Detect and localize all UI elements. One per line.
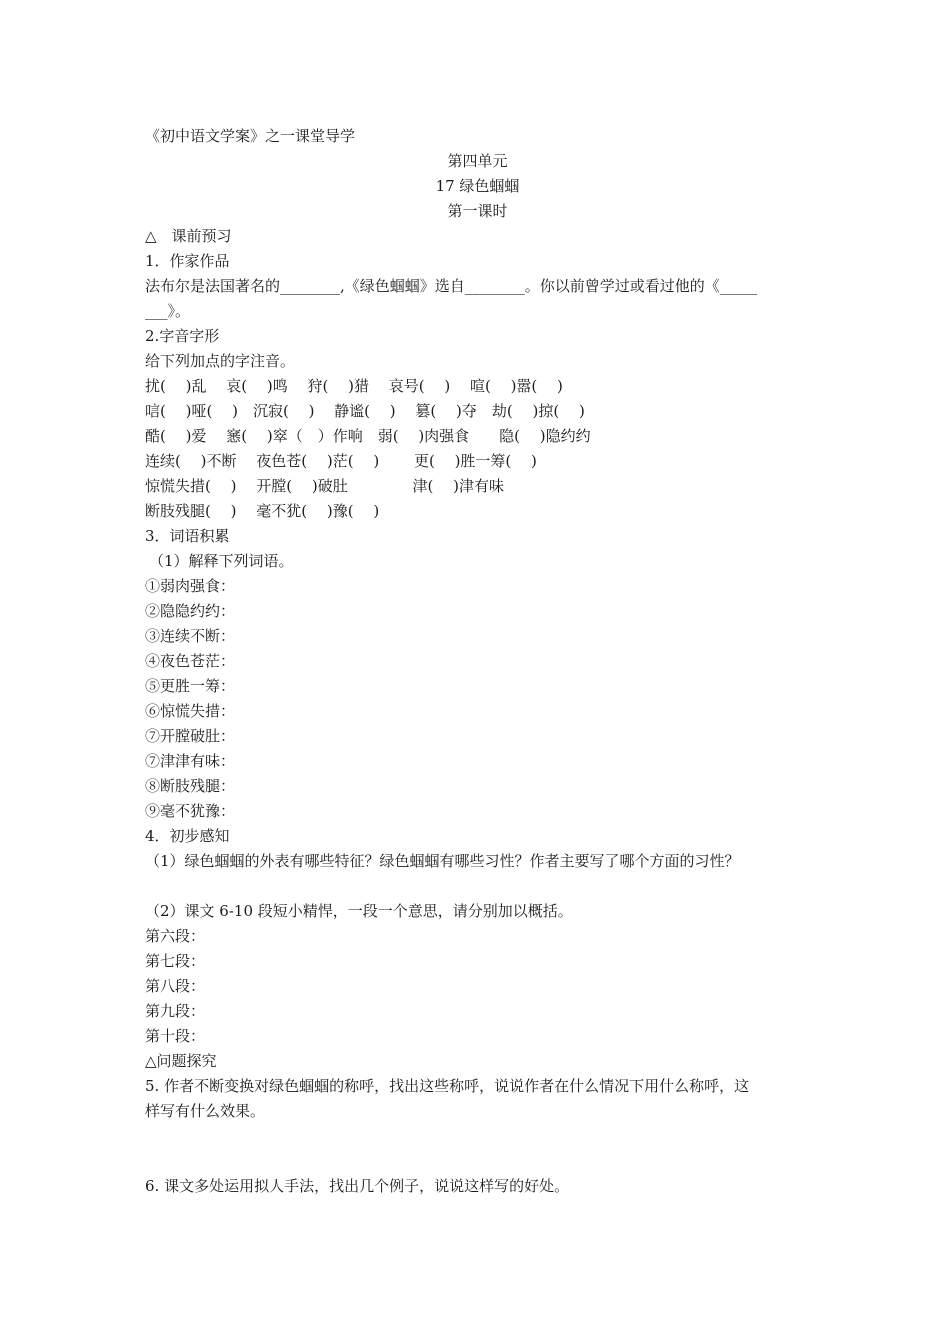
vocab-item: ③连续不断： <box>145 627 236 645</box>
q4-title: 4．初步感知 <box>145 827 230 845</box>
q3-title: 3．词语积累 <box>145 527 230 545</box>
paragraph-summary: 第九段： <box>145 1002 206 1020</box>
pinyin-row: 扰( )乱 哀( )鸣 狩( )猎 哀号( ) 喧( )嚣( ) <box>145 377 563 395</box>
q1-text-line-1: 法布尔是法国著名的________,《绿色蝈蝈》选自________。你以前曾学过或看过他的《_____ <box>145 277 758 295</box>
lesson-title: 17 绿色蝈蝈 <box>435 177 520 195</box>
paragraph-summary: 第六段： <box>145 927 206 945</box>
unit-title: 第四单元 <box>447 152 508 170</box>
q6-text: 6. 课文多处运用拟人手法，找出几个例子，说说这样写的好处。 <box>145 1177 570 1195</box>
vocab-item: ⑤更胜一筹： <box>145 677 236 695</box>
q1-title: 1．作家作品 <box>145 252 230 270</box>
q4-subquestion-2: （2）课文 6-10 段短小精悍，一段一个意思，请分别加以概括。 <box>145 902 573 920</box>
q3-subtitle: （1）解释下列词语。 <box>149 552 294 570</box>
vocab-item: ⑦开膛破肚： <box>145 727 236 745</box>
period-title: 第一课时 <box>447 202 508 220</box>
pinyin-row: 断肢残腿( ) 毫不犹( )豫( ) <box>145 502 380 520</box>
answer-space <box>145 874 810 899</box>
q2-title: 2.字音字形 <box>145 327 220 345</box>
pinyin-row: 唁( )哑( ) 沉寂( ) 静谧( ) 篡( )夺 劫( )掠( ) <box>145 402 585 420</box>
vocab-item: ⑧断肢残腿： <box>145 777 236 795</box>
vocab-item: ⑦津津有味： <box>145 752 236 770</box>
preview-heading: △ 课前预习 <box>145 227 232 245</box>
answer-space <box>145 1124 810 1174</box>
vocab-item: ④夜色苍茫： <box>145 652 236 670</box>
series-title: 《初中语文学案》之一课堂导学 <box>145 127 356 145</box>
q5-text-line-1: 5. 作者不断变换对绿色蝈蝈的称呼，找出这些称呼，说说作者在什么情况下用什么称呼，这 <box>145 1077 750 1095</box>
worksheet-page <box>145 124 810 1199</box>
pinyin-row: 惊慌失措( ) 开膛( )破肚 津( )津有味 <box>145 477 504 495</box>
vocab-item: ②隐隐约约： <box>145 602 236 620</box>
vocab-item: ⑨毫不犹豫： <box>145 802 236 820</box>
vocab-item: ⑥惊慌失措： <box>145 702 236 720</box>
paragraph-summary: 第八段： <box>145 977 206 995</box>
q4-subquestion-1: （1）绿色蝈蝈的外表有哪些特征？绿色蝈蝈有哪些习性？作者主要写了哪个方面的习性？ <box>145 852 740 870</box>
q2-instruction: 给下列加点的字注音。 <box>145 352 296 370</box>
paragraph-summary: 第十段： <box>145 1027 206 1045</box>
vocab-item: ①弱肉强食： <box>145 577 236 595</box>
q5-text-line-2: 样写有什么效果。 <box>145 1102 266 1120</box>
paragraph-summary: 第七段： <box>145 952 206 970</box>
pinyin-row: 酷( )爱 窸( )窣（ ）作响 弱( )肉强食 隐( )隐约约 <box>145 427 591 445</box>
inquiry-heading: △问题探究 <box>145 1052 217 1070</box>
q1-text-line-2: ___》。 <box>145 302 191 320</box>
pinyin-row: 连续( )不断 夜色苍( )茫( ) 更( )胜一筹( ) <box>145 452 537 470</box>
